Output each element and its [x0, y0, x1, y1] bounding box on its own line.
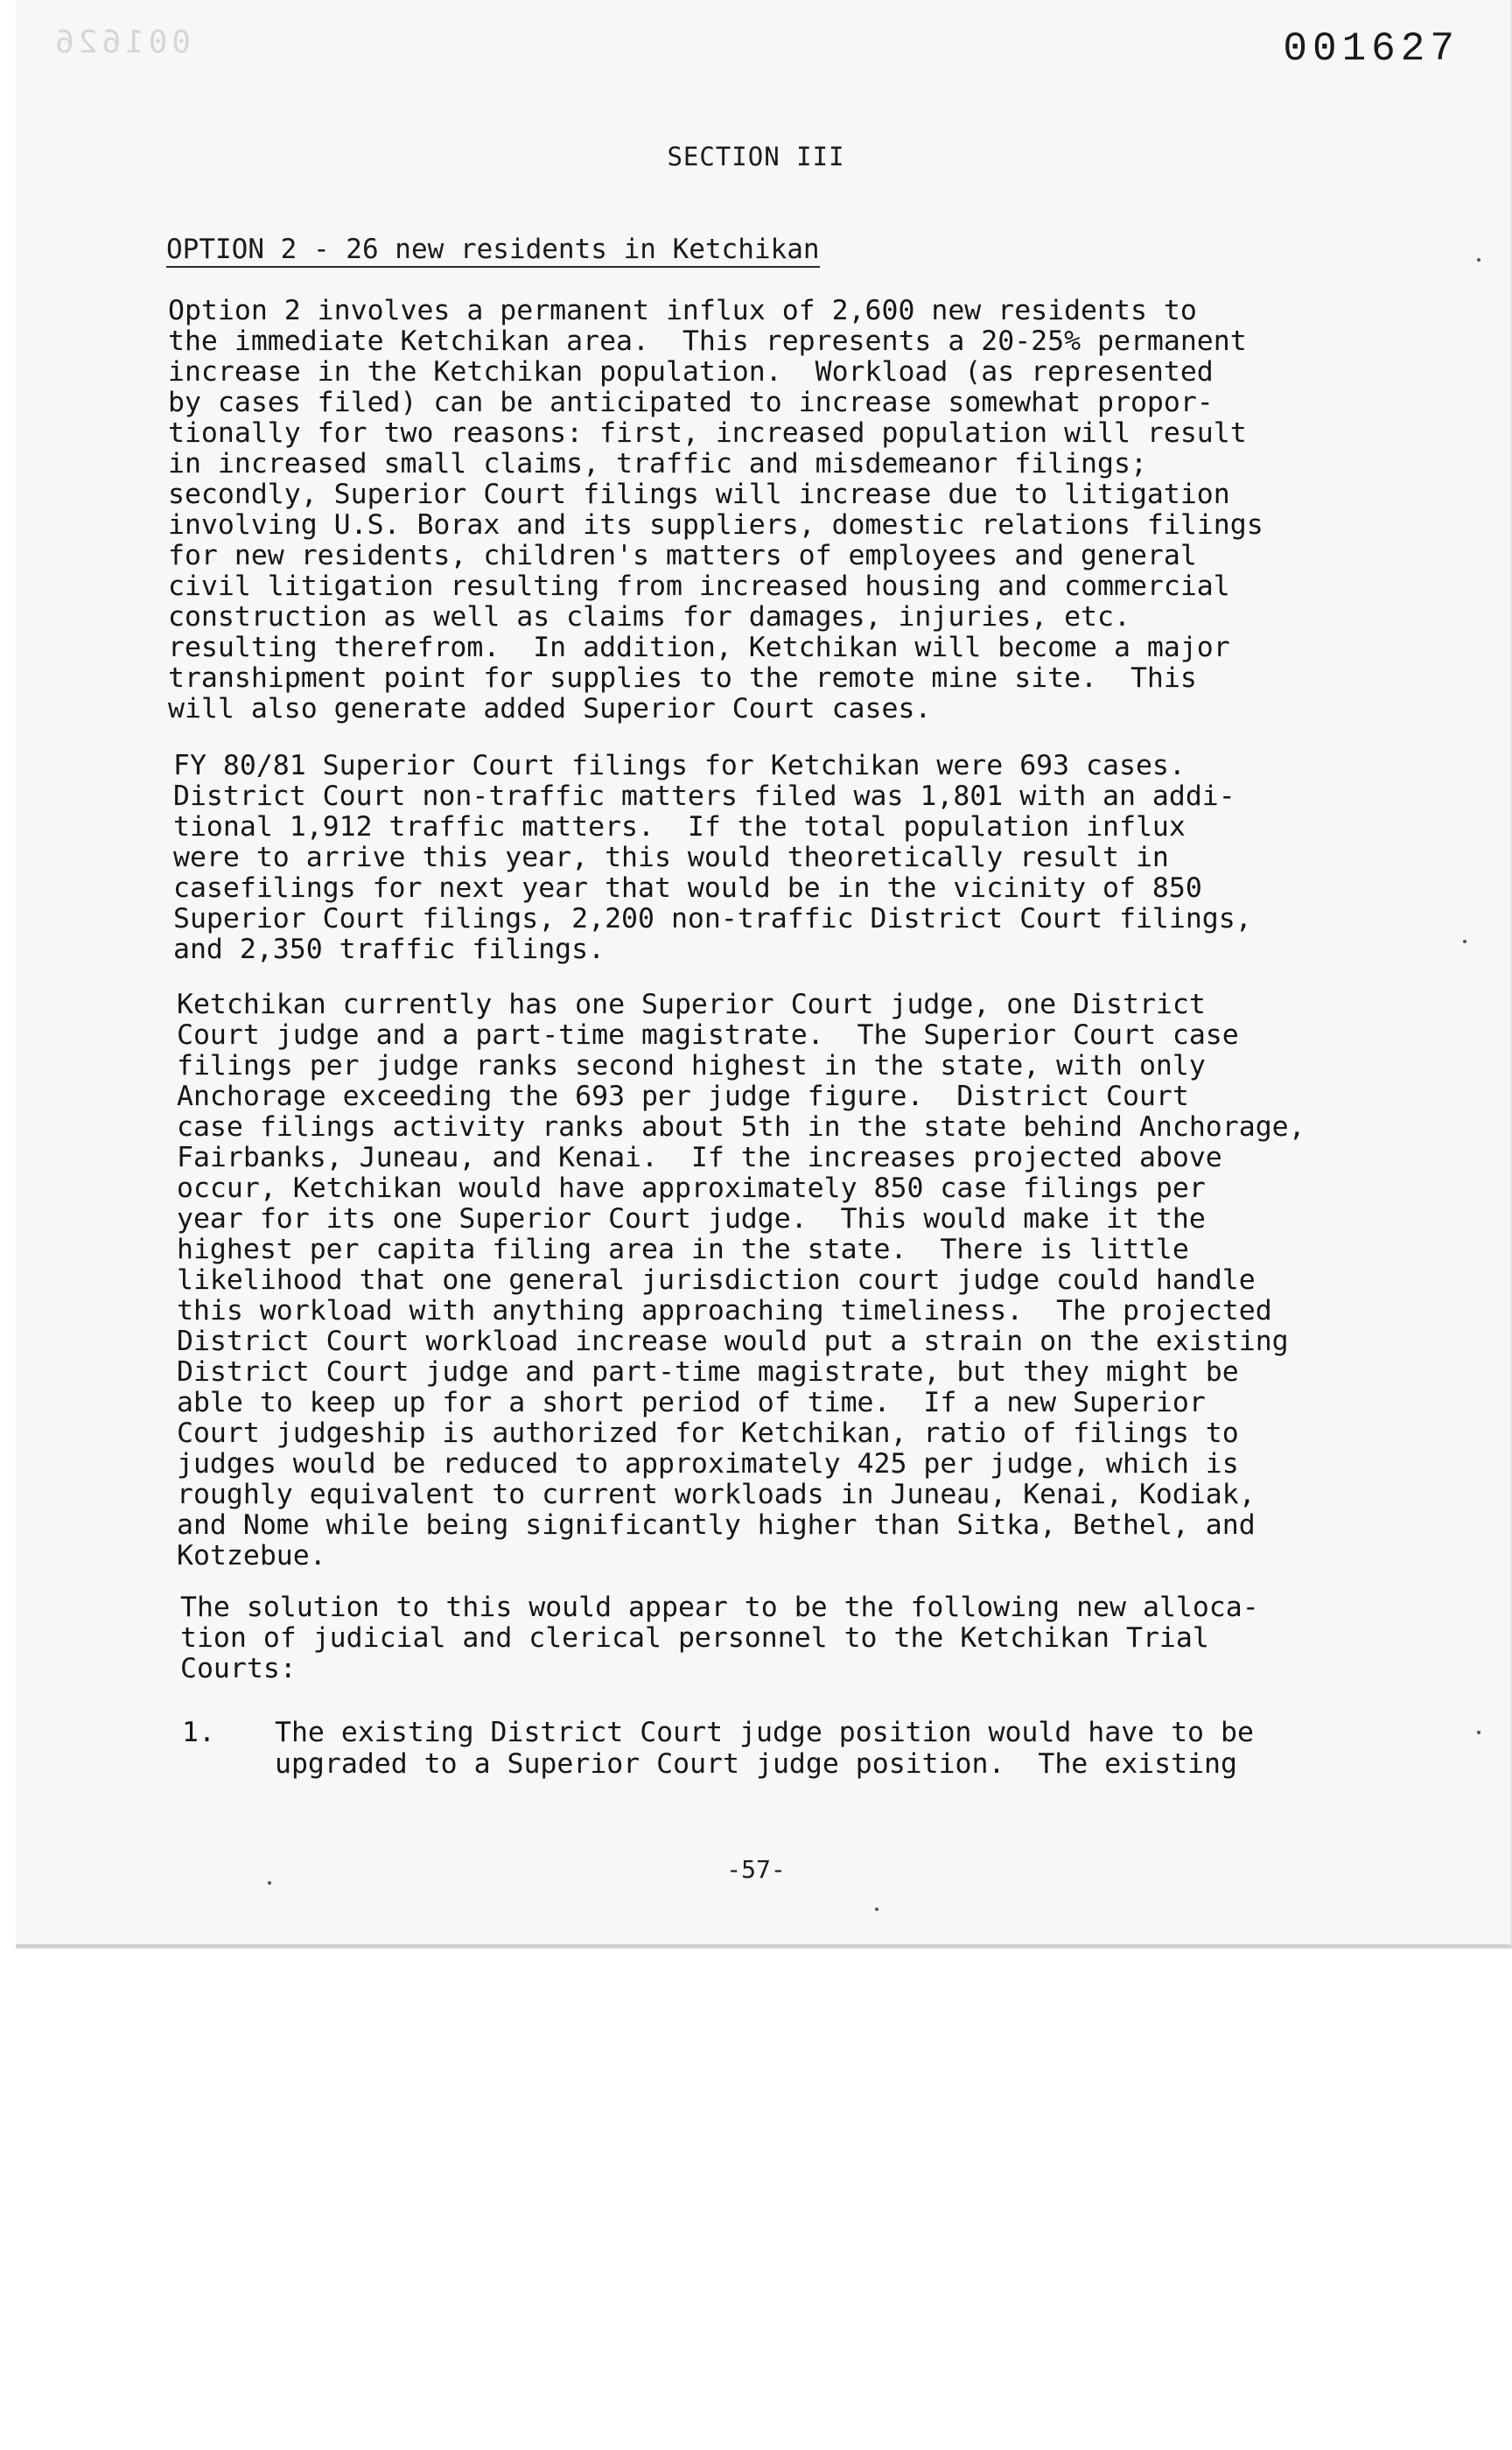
paragraph-filings: FY 80/81 Superior Court filings for Ketchikan were 693 cases. District Court non-traffic matters filed was 1,801 with an addi- tional 1,912 traffic matters. If the total population influx were to arrive this year, this would theoretically result in casefilings for next year that would be in the vicinity of 850 Superior Court filings, 2,200 non-traffic District Court filings, and 2,350 traffic filings.: [173, 750, 1252, 965]
page-number: -57-: [726, 1855, 786, 1884]
paragraph-solution: The solution to this would appear to be the following new alloca- tion of judicial and clerical personnel to the Ketchikan Trial Courts:: [180, 1592, 1259, 1684]
option-heading: OPTION 2 - 26 new residents in Ketchikan: [166, 234, 820, 268]
scan-speck: [875, 1908, 878, 1911]
bleed-through-stamp: 001626: [51, 24, 192, 60]
paragraph-judges: Ketchikan currently has one Superior Court judge, one District Court judge and a part-time magistrate. The Superior Court case filings per judge ranks second highest in the state, with only Anchorage exceeding the 693 per judge figure. District Court case filings activity ranks about 5th in the state behind Anchorage, Fairbanks, Juneau, and Kenai. If the increases projected above occur, Ketchikan would have approximately 850 case filings per year for its one Superior Court judge. This would make it the highest per capita filing area in the state. There is little likelihood that one general jurisdiction court judge could handle this workload with anything approaching timeliness. The projected District Court workload increase would put a strain on the existing District Court judge and part-time magistrate, but they might be able to keep up for a short period of time. If a new Superior Court judgeship is authorized for Ketchikan, ratio of filings to judges would be reduced to approximately 425 per judge, which is roughly equivalent to current workloads in Juneau, Kenai, Kodiak, and Nome while being significantly higher than Sitka, Bethel, and Kotzebue.: [177, 989, 1306, 1572]
scan-speck: [1477, 258, 1480, 262]
list-item-number: 1.: [182, 1717, 215, 1748]
paragraph-intro: Option 2 involves a permanent influx of 2,600 new residents to the immediate Ketchikan area. This represents a 20-25% permanent increase in the Ketchikan population. Workload (as represented by cases filed) can be anticipated to increase somewhat propor- tionally for two reasons: first, increased population will result in increased small claims, traffic and misdemeanor filings; secondly, Superior Court filings will increase due to litigation involving U.S. Borax and its suppliers, domestic relations filings for new residents, children's matters of employees and general civil litigation resulting from increased housing and commercial construction as well as claims for damages, injuries, etc. resulting therefrom. In addition, Ketchikan will become a major transhipment point for supplies to the remote mine site. This will also generate added Superior Court cases.: [168, 295, 1264, 724]
scan-speck: [1477, 1731, 1480, 1734]
section-title: SECTION III: [667, 142, 845, 172]
scan-speck: [268, 1881, 271, 1885]
page-id-stamp: 001627: [1283, 26, 1460, 72]
list-item-text: The existing District Court judge position would have to be upgraded to a Superior Court judge position. The existing: [275, 1717, 1254, 1780]
scan-speck: [1463, 940, 1466, 943]
